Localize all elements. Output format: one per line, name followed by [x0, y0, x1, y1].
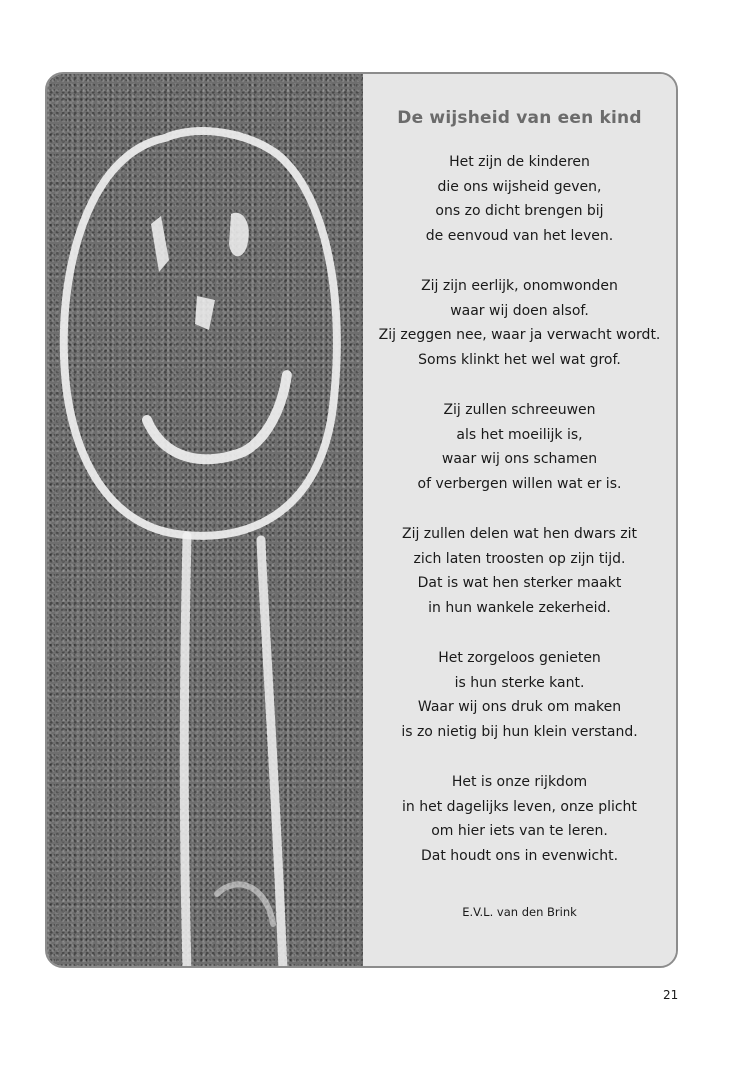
poem-line: Het zorgeloos genieten	[438, 650, 601, 666]
page-number: 21	[663, 988, 679, 1002]
poem-line: als het moeilijk is,	[456, 426, 583, 443]
poem-text-panel	[363, 74, 676, 966]
stanza	[363, 522, 676, 620]
poem-line: de eenvoud van het leven.	[425, 227, 614, 244]
chalk-smiley-photo	[47, 74, 363, 966]
poem-line: in hun wankele zekerheid.	[428, 599, 611, 616]
stanza	[363, 274, 676, 372]
poem-line: waar wij ons schamen	[441, 451, 598, 467]
poem-line: die ons wijsheid geven,	[437, 178, 602, 195]
poem-line: ons zo dicht brengen bij	[435, 203, 604, 219]
poem-line: Dat houdt ons in evenwicht.	[420, 847, 619, 864]
poem-line: Zij zullen delen wat hen dwars zit	[401, 526, 637, 542]
poem-line: of verbergen willen wat er is.	[417, 475, 622, 492]
stanza	[363, 770, 676, 868]
poem-line: Zij zijn eerlijk, onomwonden	[421, 278, 618, 294]
poem-stanzas	[363, 150, 676, 894]
stanza	[363, 398, 676, 496]
poem-line: Dat is wat hen sterker maakt	[417, 575, 622, 591]
poem-line: Het is onze rijkdom	[451, 774, 588, 790]
poem-line: in het dagelijks leven, onze plicht	[402, 798, 637, 815]
poem-line: is hun sterke kant.	[454, 674, 585, 691]
poem-author: E.V.L. van den Brink	[462, 905, 577, 919]
stanza	[363, 646, 676, 744]
poem-line: Waar wij ons druk om maken	[417, 699, 622, 715]
stanza	[363, 150, 676, 248]
poem-title: De wijsheid van een kind	[397, 108, 642, 128]
poem-line: Zij zullen schreeuwen	[443, 402, 596, 418]
poem-line: Het zijn de kinderen	[449, 154, 590, 170]
poem-line: om hier iets van te leren.	[431, 823, 608, 839]
chalk-figure-drawing	[47, 74, 363, 968]
poem-card	[45, 72, 678, 968]
poem-line: is zo nietig bij hun klein verstand.	[401, 723, 638, 740]
poem-line: waar wij doen alsof.	[450, 302, 589, 319]
poem-line: zich laten troosten op zijn tijd.	[413, 550, 626, 567]
poem-line: Soms klinkt het wel wat grof.	[418, 351, 621, 368]
poem-line: Zij zeggen nee, waar ja verwacht wordt.	[378, 327, 661, 343]
